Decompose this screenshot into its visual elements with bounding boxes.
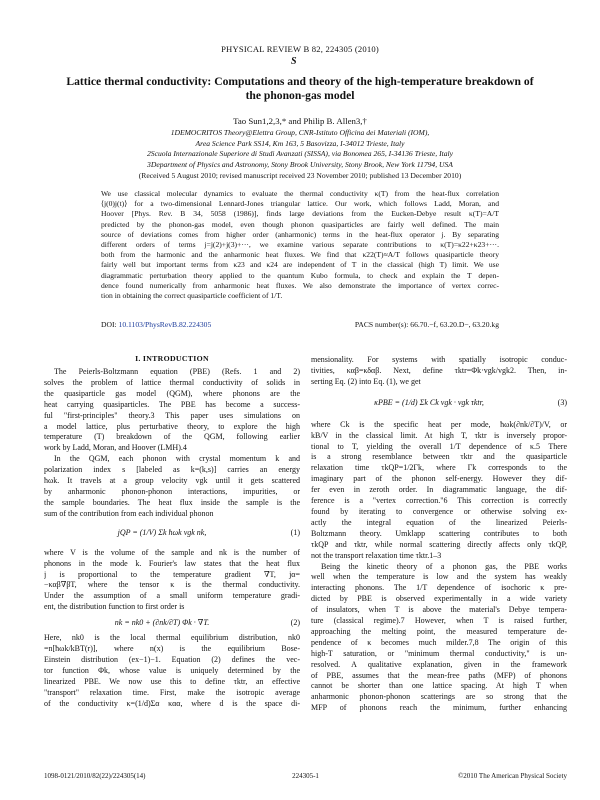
text-line: the sample boundaries. The heat flux inside the sample is the	[44, 497, 300, 507]
equation-3-body: κPBE = (1/d) Σk Ck vgk · vgk τktr,	[374, 398, 484, 408]
text-line: temperature (T) breakdown of the QGM, following earlier	[44, 432, 300, 442]
text-line: Here, nk0 is the local thermal equilibrium distribution, nk0	[44, 633, 300, 643]
text-line: tivities, καβ=κδαβ. Next, define τktr=Φk·vgk/vgk2. Then, in-	[311, 365, 567, 375]
text-line: Boltzmann theory. Umklapp scattering contributes to both	[311, 528, 567, 538]
text-line: not the transport relaxation time τktr.1–3	[311, 550, 442, 560]
text-line: ference is a "vertex correction."6 This correction is correctly	[311, 496, 567, 506]
text-line: Under the assumption of a small uniform temperature gradi-	[44, 591, 300, 601]
abstract-line: dence found numerically from anharmonic heat fluxes. We also demonstrate the importance of vertex correc-	[101, 280, 499, 290]
text-line: Einstein distribution (ex−1)−1. Equation (2) defines the vec-	[44, 654, 300, 664]
text-line: actly the integral equation of the linearized Peierls-	[311, 517, 567, 527]
equation-2-number: (2)	[290, 617, 300, 627]
text-line: ture (classical regime).7 However, when T is raised further,	[311, 616, 567, 626]
doi-label: DOI:	[101, 320, 119, 329]
affiliation-2: 2Scuola Internazionale Superiore di Studi Avanzati (SISSA), via Bonomea 265, I-34136 Trieste, Italy	[146, 149, 454, 158]
text-line: Being the kinetic theory of a phonon gas, the PBE works	[321, 561, 567, 571]
doi-link[interactable]: 10.1103/PhysRevB.82.224305	[118, 320, 212, 329]
text-line: approaching the melting point, the measured temperature de-	[311, 626, 567, 636]
abstract-line: ⟨j(0)j(t)⟩ for a two-dimensional Lennard-Jones triangular lattice. Our work, which follows Ladd, Moran, and	[101, 199, 499, 209]
text-line: resolved. A qualitative explanation, given in the framework	[311, 659, 567, 669]
text-line: pendence of κ becomes much milder.7,8 The origin of this	[311, 637, 567, 647]
text-line: where V is the volume of the sample and nk is the number of	[44, 547, 300, 557]
text-line: where Ck is the specific heat per mode, ħωk(∂nk/∂T)/V, or	[311, 419, 567, 429]
journal-logo-icon: S	[291, 56, 297, 67]
section-heading: I. INTRODUCTION	[135, 354, 209, 363]
footer-issn: 1098-0121/2010/82(22)/224305(14)	[44, 772, 146, 780]
text-line: cannot be shorter than one lattice spacing. At high T when	[311, 681, 567, 691]
text-line: tor function Φk, whose value is uniquely determined by the	[44, 665, 300, 675]
text-line: ful "first-principles" theory.3 This paper uses simulations on	[44, 410, 300, 420]
received-dates: (Received 5 August 2010; revised manuscript received 23 November 2010; published 13 December 2010)	[138, 171, 462, 180]
text-line: mensionality. For systems with spatially isotropic conduc-	[311, 355, 567, 364]
text-line: imaginary part of the phonon self-energy. However they dif-	[311, 474, 567, 484]
text-line: interacting phonons. The 1/T dependence of isochoric κ pre-	[311, 583, 567, 593]
abstract-line: different orders of terms j=j(2)+j(3)+···, we examine various separate contributions to κ(T)=κ22+κ23+···.	[101, 240, 499, 250]
right-column	[311, 355, 567, 714]
equation-3-number: (3)	[557, 398, 567, 408]
abstract-line: both from the harmonic and the anharmonic heat fluxes. We find that κ22(T)≈A/T follows quasiparticle theory	[101, 250, 499, 260]
text-line: solves the problem of lattice thermal conductivity of solids in	[44, 377, 300, 387]
pacs-numbers: PACS number(s): 66.70.−f, 63.20.D−, 63.20.kg	[354, 320, 499, 329]
text-line: j is proportional to the temperature gradient ∇T, jα=	[44, 569, 300, 579]
left-column	[44, 367, 300, 709]
text-line: relaxation time τkQP=1/2Γk, where Γk corresponds to the	[311, 463, 567, 473]
affiliation-3: 3Department of Physics and Astronomy, Stony Brook University, Stony Brook, New York 11794, USA	[147, 160, 453, 169]
text-line: "transport" relaxation time. First, make the isotropic average	[44, 687, 300, 697]
text-line: well when the temperature is low and the system has weakly	[311, 572, 567, 582]
text-line: ħωk. It travels at a group velocity vgk until it gets scattered	[44, 476, 300, 486]
text-line: is a strong resemblance between τktr and the quasiparticle	[311, 452, 567, 462]
paper-authors: Tao Sun1,2,3,* and Philip B. Allen3,†	[233, 116, 367, 126]
text-line: by anharmonic phonon-phonon interactions, impurities, or	[44, 486, 300, 496]
text-line: heat carrying quasiparticles. The PBE has become a success-	[44, 399, 300, 409]
text-line: In the QGM, each phonon with crystal momentum k and	[54, 454, 300, 464]
abstract-line: tion in obtaining the correct quasiparticle coefficient of 1/T.	[101, 291, 283, 301]
doi	[101, 320, 211, 329]
equation-1-number: (1)	[290, 528, 300, 538]
journal-header: PHYSICAL REVIEW B 82, 224305 (2010)	[221, 44, 379, 54]
text-line: of the conductivity κ=(1/d)Σα καα, where d is the space di-	[44, 698, 300, 708]
text-line: kB/V in the classical limit. At high T, τktr is inversely propor-	[311, 430, 567, 440]
affiliation-1	[60, 128, 540, 149]
text-line: MFP of phonons reach the minimum, further enhancing	[311, 703, 567, 713]
text-line: =n[ħωk/kBT(r)], where n(x) is the equilibrium Bose-	[44, 644, 300, 654]
footer-copyright: ©2010 The American Physical Society	[457, 772, 567, 780]
abstract-line: predicted by the phonon-gas model, even though phonon quasiparticles are fairly well defined. The main	[101, 219, 499, 229]
text-line: −καβ∇βT, where the tensor κ is the thermal conductivity.	[44, 580, 300, 590]
paper-title: Lattice thermal conductivity: Computations and theory of the high-temperature breakdown of the phonon-gas model	[66, 75, 534, 102]
footer-page-number: 224305-1	[292, 772, 319, 780]
text-line: The Peierls-Boltzmann equation (PBE) (Refs. 1 and 2)	[54, 367, 300, 376]
text-line: τkQP and τktr, while normal scattering directly affects only τkQP,	[311, 539, 567, 549]
text-line: serting Eq. (2) into Eq. (1), we get	[311, 376, 421, 386]
affiliation-1-line-2: Area Science Park SS14, Km 163, 5 Basovizza, I-34012 Trieste, Italy	[195, 138, 405, 148]
equation-3	[311, 389, 567, 419]
text-line: the quasiparticle gas model (QGM), where phonons are the	[44, 388, 300, 398]
text-line: sum of the contribution from each individual phonon	[44, 508, 214, 518]
text-line: anharmonic phonon-phonon scatterings are so strong that the	[311, 692, 567, 702]
text-line: of insulators, when T is above the material's Debye tempera-	[311, 605, 567, 615]
abstract-line: fairly well but important terms from κ23 and κ24 are independent of T in the classical (high T) limit. We use	[101, 260, 499, 270]
abstract-line: diagrammatic perturbation theory applied to the quantum Kubo formula, to check and explain the T depen-	[101, 270, 499, 280]
abstract	[101, 189, 499, 301]
equation-1	[44, 521, 300, 547]
text-line: fer even in zeroth order. In diagrammatic language, the dif-	[311, 485, 567, 495]
text-line: a model lattice, plus perturbative theory, to explore the high	[44, 421, 300, 431]
text-line: phonons in the mode k. Fourier's law states that the heat flux	[44, 558, 300, 568]
text-line: polarization index s [labeled as k=(k,s)] carries an energy	[44, 465, 300, 475]
equation-1-body: jQP = (1/V) Σk ħωk vgk nk,	[117, 528, 207, 538]
abstract-line: source of deviations comes from higher order (anharmonic) terms in the heat-flux operator j. By separating	[101, 229, 499, 239]
text-line: linearized PBE. We now use this to define τktr, an effective	[44, 676, 300, 686]
text-line: ent, the distribution function to first order is	[44, 602, 185, 612]
abstract-line: We use classical molecular dynamics to evaluate the thermal conductivity κ(T) from the heat-flux correlation	[101, 189, 499, 198]
equation-2	[44, 614, 300, 632]
affiliation-1-line-1: 1DEMOCRITOS Theory@Elettra Group, CNR-Istituto Officina dei Materiali (IOM),	[170, 128, 430, 137]
text-line: work by Ladd, Moran, and Hoover (LMH).4	[44, 443, 187, 453]
text-line: dicted by PBE is observed experimentally in a wide variety	[311, 594, 567, 604]
abstract-line: Hoover [Phys. Rev. B 34, 5058 (1986)], finds large deviations from the Eucken-Debye result κ(T)=A/T	[101, 209, 499, 219]
text-line: found by iterating to convergence or otherwise solving ex-	[311, 506, 567, 516]
equation-2-body: nk = nk0 + (∂nk/∂T) Φk · ∇T.	[114, 617, 210, 627]
text-line: of PBE, assumes that the mean-free paths (MFP) of phonons	[311, 670, 567, 680]
text-line: tional to T, yielding the overall 1/T dependence of κ.5 There	[311, 441, 567, 451]
text-line: high-T saturation, or "minimum thermal conductivity," is un-	[311, 648, 567, 658]
